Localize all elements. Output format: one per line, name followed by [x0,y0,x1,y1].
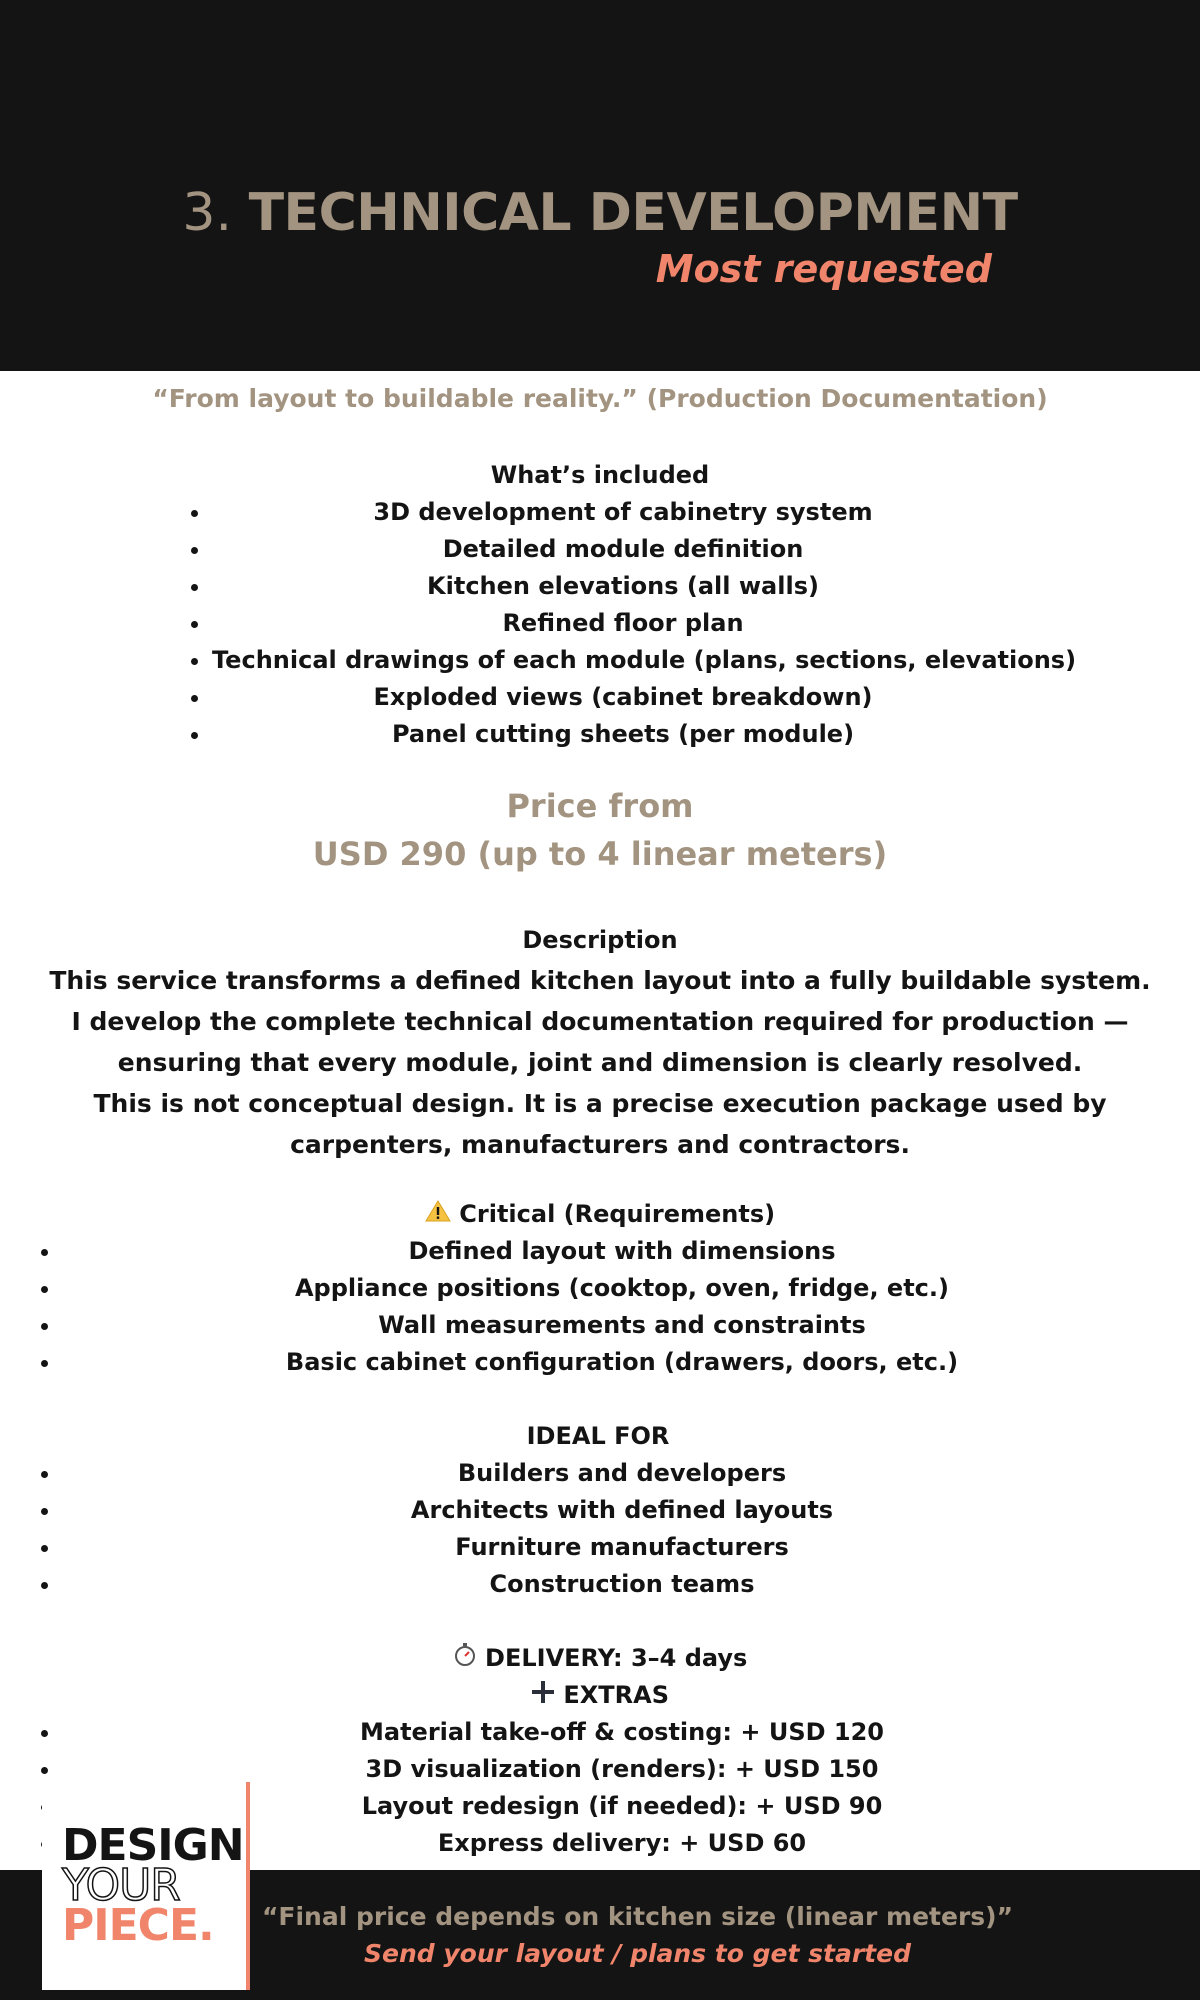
price-value: USD 290 (up to 4 linear meters) [312,835,888,873]
price-label: Price from [506,787,694,825]
section-title: TECHNICAL DEVELOPMENT [248,183,1018,243]
list-item: • Builders and developers [62,1455,1182,1492]
included-heading: What’s included [490,461,710,489]
list-item: • Defined layout with dimensions [62,1233,1182,1270]
delivery-text: DELIVERY: 3–4 days [485,1644,748,1672]
ideal-for-list [62,1455,1182,1603]
list-item: • Layout redesign (if needed): + USD 90 [62,1788,1182,1825]
most-requested-badge: Most requested [655,247,992,291]
footer-cta: Send your layout / plans to get started [364,1939,911,1968]
plus-icon [531,1678,555,1715]
extras-heading-text: EXTRAS [563,1681,669,1709]
requirements-heading-text: Critical (Requirements) [459,1200,776,1228]
stopwatch-icon [453,1641,477,1678]
logo [42,1782,250,1990]
list-item: • Basic cabinet configuration (drawers, doors, etc.) [62,1344,1182,1381]
list-item: • Detailed module definition [212,531,1034,568]
footer-note: “Final price depends on kitchen size (linear meters)” [261,1902,1014,1931]
included-list [212,494,1077,753]
logo-line-design: DESIGN [62,1820,244,1871]
list-item: • 3D visualization (renders): + USD 150 [62,1751,1182,1788]
delivery-line [0,1640,1200,1678]
section-number: 3. [182,183,233,243]
description-paragraph: This is not conceptual design. It is a precise execution package used by carpenters, manufacturers and contractors. [93,1089,1107,1159]
list-item: • Furniture manufacturers [62,1529,1182,1566]
logo-line-piece: PIECE. [62,1900,214,1951]
logo-line-your: YOUR [62,1860,180,1911]
list-item: • Material take-off & costing: + USD 120 [62,1714,1182,1751]
price-block [0,782,1200,878]
warning-icon [425,1197,451,1234]
list-item: • 3D development of cabinetry system [212,494,1034,531]
list-item: • Panel cutting sheets (per module) [212,716,1034,753]
list-item: • Refined floor plan [212,605,1034,642]
list-item: • Exploded views (cabinet breakdown) [212,679,1034,716]
description-text [30,960,1170,1165]
extras-heading [0,1677,1200,1715]
list-item: • Express delivery: + USD 60 [62,1825,1182,1862]
description-heading: Description [522,926,678,954]
ideal-for-heading: IDEAL FOR [526,1422,670,1450]
list-item: • Appliance positions (cooktop, oven, fridge, etc.) [62,1270,1182,1307]
page-title [0,180,1200,246]
requirements-heading [0,1196,1200,1234]
list-item: • Architects with defined layouts [62,1492,1182,1529]
list-item: • Kitchen elevations (all walls) [212,568,1034,605]
requirements-list [62,1233,1182,1381]
description-paragraph: This service transforms a defined kitchen layout into a fully buildable system. [49,966,1151,995]
list-item: • Technical drawings of each module (plans, sections, elevations) [212,642,1034,679]
list-item: • Wall measurements and constraints [62,1307,1182,1344]
list-item: • Construction teams [62,1566,1182,1603]
description-paragraph: I develop the complete technical documentation required for production — ensuring that every module, joint and dimension is clearly resolved. [71,1007,1129,1077]
tagline: “From layout to buildable reality.” (Production Documentation) [152,384,1048,413]
